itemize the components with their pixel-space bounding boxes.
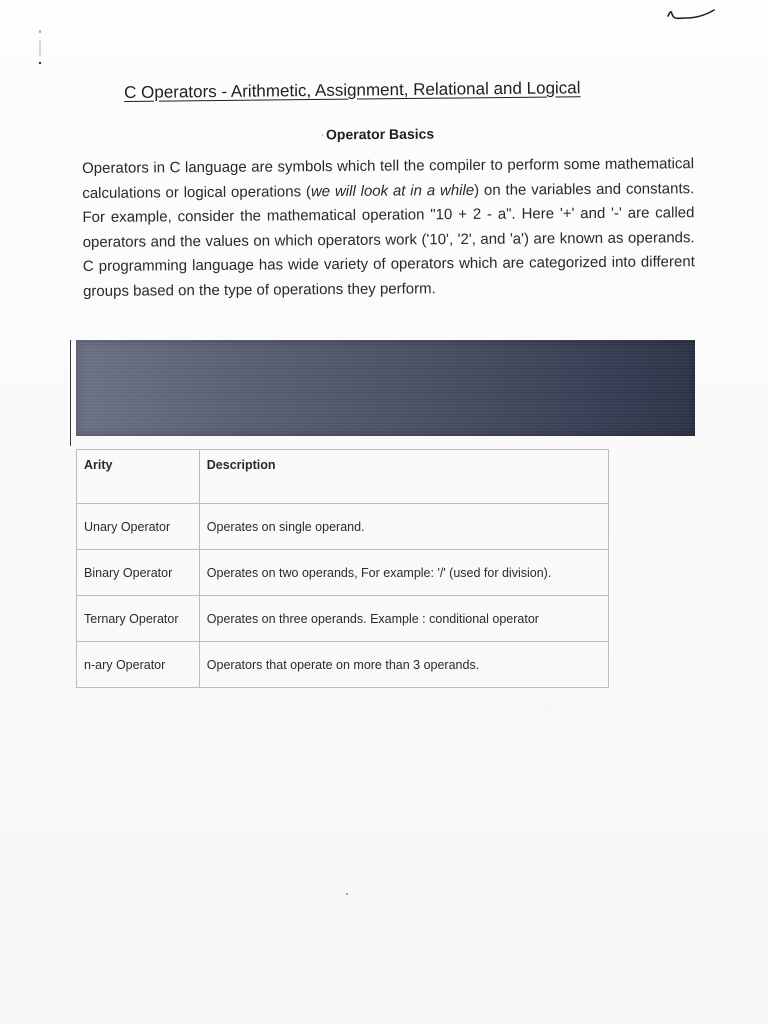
margin-mark (38, 30, 42, 70)
table-row (77, 642, 609, 688)
cell-description: Operators that operate on more than 3 operands. (199, 642, 608, 688)
cell-arity: n-ary Operator (77, 642, 200, 688)
cell-description: Operates on single operand. (199, 504, 608, 550)
paper-speck (346, 893, 348, 895)
cell-arity: Ternary Operator (77, 596, 200, 642)
section-heading-text: Operator Basics (325, 125, 435, 143)
table-row (77, 504, 609, 550)
dark-banner-image (76, 340, 695, 436)
header-arity: Arity (77, 450, 200, 504)
table-row (77, 550, 609, 596)
table-row (77, 596, 609, 642)
paragraph-part-2: ) on the variables and constants. For example, consider the mathematical operation "10 + 2 - a". Here '+' and '-' are called operators and the values on which operators work ('10', '2', and 'a') are known as operands. C programming language has wide variety of operators which are categorized into different groups based on the type of operations they perform. (82, 179, 695, 300)
banner-left-rule (70, 340, 71, 446)
arity-table (76, 449, 609, 688)
pen-mark-scribble (664, 4, 724, 26)
paper-speck (549, 706, 550, 707)
header-description: Description (199, 450, 608, 504)
cell-arity: Binary Operator (77, 550, 200, 596)
page-title: C Operators - Arithmetic, Assignment, Relational and Logical (124, 78, 581, 102)
paragraph-italic: we will look at in a while (310, 181, 475, 200)
table-header-row (77, 450, 609, 504)
section-heading (320, 125, 435, 144)
paragraph-part-1: Operators in C language are symbols which tell the compiler to perform some mathematical calculations or logical operations ( (82, 155, 695, 202)
intro-paragraph (82, 152, 695, 304)
cell-arity: Unary Operator (77, 504, 200, 550)
stray-dot: · (320, 129, 325, 140)
cell-description: Operates on two operands, For example: '/' (used for division). (199, 550, 608, 596)
cell-description: Operates on three operands. Example : conditional operator (199, 596, 608, 642)
